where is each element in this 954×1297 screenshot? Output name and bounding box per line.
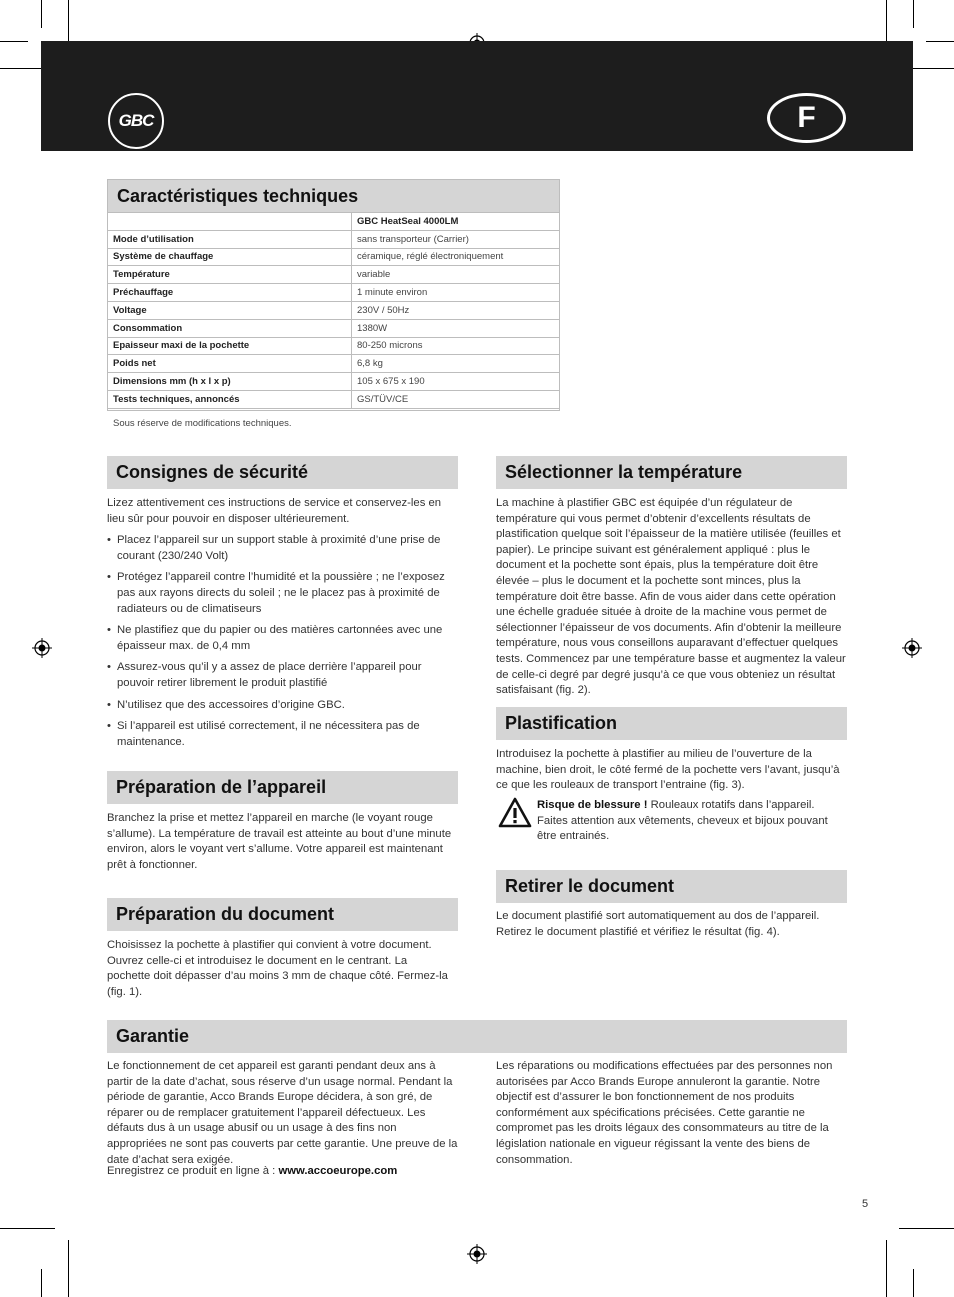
safety-bullet-text: N’utilisez que des accessoires d’origine GBC. <box>117 698 345 711</box>
safety-bullet-text: Protégez l’appareil contre l’humidité et la poussière ; ne l’exposez pas aux rayons directs du soleil ; ne le placez pas à proximité de radiateurs ou de climatiseurs <box>117 571 445 615</box>
crop-mark <box>926 41 954 42</box>
logo-text: GBC <box>118 111 154 130</box>
temperature-text: La machine à plastifier GBC est équipée d’un régulateur de température qui vous permet d’obtenir d’excellents résultats de plastification quelque soit l’épaisseur de la matière utilisée (feuilles et papier). Le principe suivant est généralement appliqué : plus le document et la pochette sont épais, plus la température doit être élevée – plus le document et la pochette sont minces, plus la température doit être basse. Afin de vous aider dans cette opération une échelle graduée située à droite de la machine vous permet de sélectionner l’épaisseur de vos documents. Afin d’obtenir la meilleure température, nous vous conseillons auparavant d’effectuer quelques tests. Commencez par une température basse et augmentez la valeur de celle-ci degré par degré jusqu’à ce que vous obteniez un résultat satisfaisant (fig. 2). <box>496 497 846 697</box>
spec-value: 105 x 675 x 190 <box>352 373 560 391</box>
temperature-heading: Sélectionner la température <box>496 456 847 489</box>
register-text: Enregistrez ce produit en ligne à : <box>107 1165 279 1177</box>
prep-document-text: Choisissez la pochette à plastifier qui convient à votre document. Ouvrez celle-ci et introduisez le document en le centrant. La pochette doit dépasser d’au moins 3 mm de chaque côté. Fermez-la (fig. 1). <box>107 939 448 998</box>
bullet-marker: • <box>107 534 111 547</box>
page-number: 5 <box>862 1198 869 1210</box>
spec-value: céramique, réglé électroniquement <box>352 248 560 266</box>
spec-row <box>108 390 560 408</box>
specs-heading: Caractéristiques techniques <box>108 180 559 213</box>
prep-document-heading: Préparation du document <box>107 898 458 931</box>
spec-label: Mode d’utilisation <box>108 230 352 248</box>
language-badge <box>767 93 846 143</box>
register-link[interactable]: www.accoeurope.com <box>278 1165 398 1177</box>
safety-bullet-text: Assurez-vous qu’il y a assez de place derrière l’appareil pour pouvoir retirer librement le produit plastifié <box>117 661 422 689</box>
spec-table <box>107 212 560 409</box>
prep-device-text: Branchez la prise et mettez l’appareil en marche (le voyant rouge s’allume). La température de travail est atteinte au bout d’une minute environ, alors le voyant vert s’allume. Votre appareil est maintenant prêt à fonctionner. <box>107 812 452 871</box>
spec-value: 230V / 50Hz <box>352 301 560 319</box>
lamination-text: Introduisez la pochette à plastifier au milieu de l’ouverture de la machine, bien droit, le côté fermé de la pochette vers l’avant, jusqu’à ce que les rouleaux de transport l’entraine (fig. 3). <box>496 748 840 792</box>
spec-model-header: GBC HeatSeal 4000LM <box>352 213 560 231</box>
spec-value: 1 minute environ <box>352 284 560 302</box>
spec-value: GS/TÜV/CE <box>352 390 560 408</box>
prep-device-heading: Préparation de l’appareil <box>107 771 458 804</box>
remove-text: Le document plastifié sort automatiquement au dos de l’appareil. Retirez le document plastifié et vérifiez le résultat (fig. 4). <box>496 910 820 938</box>
bullet-marker: • <box>107 720 111 733</box>
crop-mark <box>41 0 42 28</box>
safety-heading: Consignes de sécurité <box>107 456 458 489</box>
safety-bullet-text: Placez l’appareil sur un support stable à proximité d’une prise de courant (230/240 Volt) <box>117 534 441 562</box>
warranty-register <box>107 1164 458 1180</box>
safety-bullet <box>107 570 453 617</box>
remove-heading: Retirer le document <box>496 870 847 903</box>
crop-mark <box>68 1240 69 1297</box>
spec-label: Système de chauffage <box>108 248 352 266</box>
crop-mark <box>913 0 914 28</box>
registration-mark-icon <box>32 638 52 658</box>
warranty-left-text: Le fonctionnement de cet appareil est garanti pendant deux ans à partir de la date d’achat, sous réserve d’un usage normal. Pendant la période de garantie, Acco Brands Europe décidera, à son gré, de réparer ou de remplacer gratuitement l’appareil défectueux. Les défauts dus à un usage abusif ou un usage à des fins non appropriées ne sont pas couverts par cette garantie. Une preuve de la date d’achat sera exigée. <box>107 1060 458 1166</box>
spec-row <box>108 373 560 391</box>
safety-bullet-text: Si l’appareil est utilisé correctement, il ne nécessitera pas de maintenance. <box>117 720 420 748</box>
warranty-heading: Garantie <box>107 1020 847 1053</box>
safety-list <box>107 533 453 750</box>
safety-intro: Lizez attentivement ces instructions de service et conservez-les en lieu sûr pour pouvoir en disposer ultérieurement. <box>107 497 442 525</box>
gbc-logo <box>108 93 164 149</box>
warning-text: Rouleaux rotatifs dans l’appareil. Faites attention aux vêtements, cheveux et bijoux pouvant être entrainés. <box>537 799 828 843</box>
crop-mark <box>0 41 28 42</box>
warning-icon <box>498 797 532 829</box>
bullet-marker: • <box>107 661 111 674</box>
spec-header-empty <box>108 213 352 231</box>
spec-label: Température <box>108 266 352 284</box>
safety-bullet <box>107 533 453 564</box>
spec-row <box>108 266 560 284</box>
spec-value: 6,8 kg <box>352 355 560 373</box>
language-badge-label: F <box>797 101 816 134</box>
spec-value: 1380W <box>352 319 560 337</box>
spec-header-row <box>108 213 560 231</box>
spec-row <box>108 355 560 373</box>
spec-label: Préchauffage <box>108 284 352 302</box>
spec-value: 80-250 microns <box>352 337 560 355</box>
spec-row <box>108 248 560 266</box>
lamination-warning <box>537 798 842 845</box>
spec-note: Sous réserve de modifications techniques. <box>113 418 292 429</box>
spec-label: Epaisseur maxi de la pochette <box>108 337 352 355</box>
bullet-marker: • <box>107 698 111 711</box>
registration-mark-icon <box>467 1244 487 1264</box>
crop-mark <box>886 1240 887 1297</box>
crop-mark <box>0 1228 55 1229</box>
safety-bullet <box>107 660 453 691</box>
warning-bold: Risque de blessure ! <box>537 799 648 811</box>
spec-label: Consommation <box>108 319 352 337</box>
spec-value: sans transporteur (Carrier) <box>352 230 560 248</box>
crop-mark <box>41 1269 42 1297</box>
safety-bullet <box>107 623 453 654</box>
registration-mark-icon <box>902 638 922 658</box>
spec-label: Voltage <box>108 301 352 319</box>
crop-mark <box>913 1269 914 1297</box>
lamination-heading: Plastification <box>496 707 847 740</box>
spec-row <box>108 337 560 355</box>
spec-label: Poids net <box>108 355 352 373</box>
spec-row <box>108 319 560 337</box>
safety-bullet-text: Ne plastifiez que du papier ou des matières cartonnées avec une épaisseur max. de 0,4 mm <box>117 624 443 652</box>
spec-label: Dimensions mm (h x l x p) <box>108 373 352 391</box>
spec-row <box>108 284 560 302</box>
bullet-marker: • <box>107 571 111 584</box>
safety-bullet <box>107 719 453 750</box>
safety-body <box>107 496 453 756</box>
spec-label: Tests techniques, annoncés <box>108 390 352 408</box>
spec-value: variable <box>352 266 560 284</box>
crop-mark <box>899 1228 954 1229</box>
bullet-marker: • <box>107 624 111 637</box>
warranty-right-text: Les réparations ou modifications effectuées par des personnes non autorisées par Acco Brands Europe annuleront la garantie. Notre objectif est d’assurer le bon fonctionnement de nos produits conformément aux spécifications précisées. Cette garantie ne compromet pas les droits légaux des consommateurs au titre de la législation nationale en vigueur régissant la vente des biens de consommation. <box>496 1060 833 1166</box>
safety-bullet <box>107 698 453 714</box>
spec-row <box>108 301 560 319</box>
spec-row <box>108 230 560 248</box>
